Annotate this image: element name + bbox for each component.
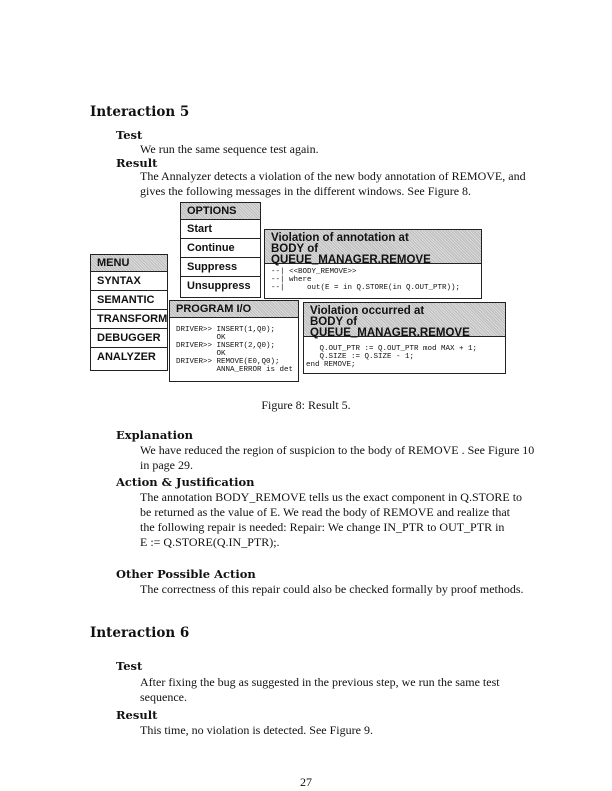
menu-debugger[interactable]: DEBUGGER (91, 329, 167, 348)
menu-analyzer[interactable]: ANALYZER (97, 351, 156, 363)
violation-occurred-window (303, 302, 506, 374)
test-heading: Test (116, 128, 143, 142)
page-number: 27 (300, 775, 312, 789)
explanation-heading: Explanation (116, 428, 194, 442)
result-heading: Result (116, 156, 158, 170)
text-line: The annotation BODY_REMOVE tells us the exact component in Q.STORE to (140, 490, 523, 504)
text-line: After fixing the bug as suggested in the previous step, we run the same test (140, 675, 500, 689)
section-title: Interaction 6 (90, 625, 190, 641)
option-continue[interactable]: Continue (181, 239, 260, 258)
title-line: BODY of QUEUE_MANAGER.REMOVE (310, 316, 470, 339)
annotation-code: --| <<BODY_REMOVE>> --| where --| out(E = in Q.STORE(in Q.OUT_PTR)); (271, 268, 461, 292)
text-line: The Annalyzer detects a violation of the new body annotation of REMOVE, and (140, 169, 526, 183)
text-line: gives the following messages in the different windows. See Figure 8. (140, 184, 472, 198)
test-heading: Test (116, 659, 143, 673)
text-line: E := Q.STORE(Q.IN_PTR);. (140, 535, 280, 549)
test-text (140, 675, 500, 705)
text-line: in page 29. (140, 458, 193, 472)
option-start[interactable]: Start (181, 220, 260, 239)
program-io-window (169, 300, 299, 382)
figure-caption: Figure 8: Result 5. (261, 398, 351, 412)
occurred-title (304, 303, 505, 337)
program-io-output: DRIVER>> INSERT(1,Q0); OK DRIVER>> INSERT(2,Q0); OK DRIVER>> REMOVE(E0,Q0); ANNA_ERROR is det (176, 326, 294, 374)
option-suppress[interactable]: Suppress (181, 258, 260, 277)
text-line: be returned as the value of E. We read the body of REMOVE and realize that (140, 505, 511, 519)
menu-transform[interactable]: TRANSFORM (91, 310, 167, 329)
test-text: We run the same sequence test again. (140, 142, 319, 156)
title-line: Violation occurred at (310, 305, 425, 317)
other-action-heading: Other Possible Action (116, 567, 256, 581)
options-title: OPTIONS (181, 203, 260, 220)
other-action-text: The correctness of this repair could also be checked formally by proof methods. (140, 582, 524, 596)
occurred-code: Q.OUT_PTR := Q.OUT_PTR mod MAX + 1; Q.SIZE := Q.SIZE - 1; end REMOVE; (306, 345, 478, 369)
result-heading: Result (116, 708, 158, 722)
action-text (140, 490, 522, 550)
title-line: Violation of annotation at (271, 232, 409, 244)
result-text: This time, no violation is detected. See Figure 9. (140, 723, 373, 737)
result-text (140, 169, 526, 199)
menu-syntax[interactable]: SYNTAX (91, 272, 167, 291)
explanation-text (140, 443, 534, 473)
menu-title: MENU (91, 255, 167, 272)
option-unsuppress[interactable]: Unsuppress (187, 280, 251, 292)
text-line: the following repair is needed: Repair: We change IN_PTR to OUT_PTR in (140, 520, 505, 534)
section-title: Interaction 5 (90, 104, 190, 120)
text-line: sequence. (140, 690, 187, 704)
annotation-violation-window (264, 229, 482, 299)
menu-semantic[interactable]: SEMANTIC (91, 291, 167, 310)
action-heading: Action & Justification (116, 475, 255, 489)
options-window (180, 202, 261, 298)
annotation-title (265, 230, 481, 264)
text-line: We have reduced the region of suspicion to the body of REMOVE . See Figure 10 (140, 443, 535, 457)
menu-window (90, 254, 168, 371)
title-line: BODY of QUEUE_MANAGER.REMOVE (271, 243, 431, 266)
program-io-title: PROGRAM I/O (170, 301, 298, 318)
